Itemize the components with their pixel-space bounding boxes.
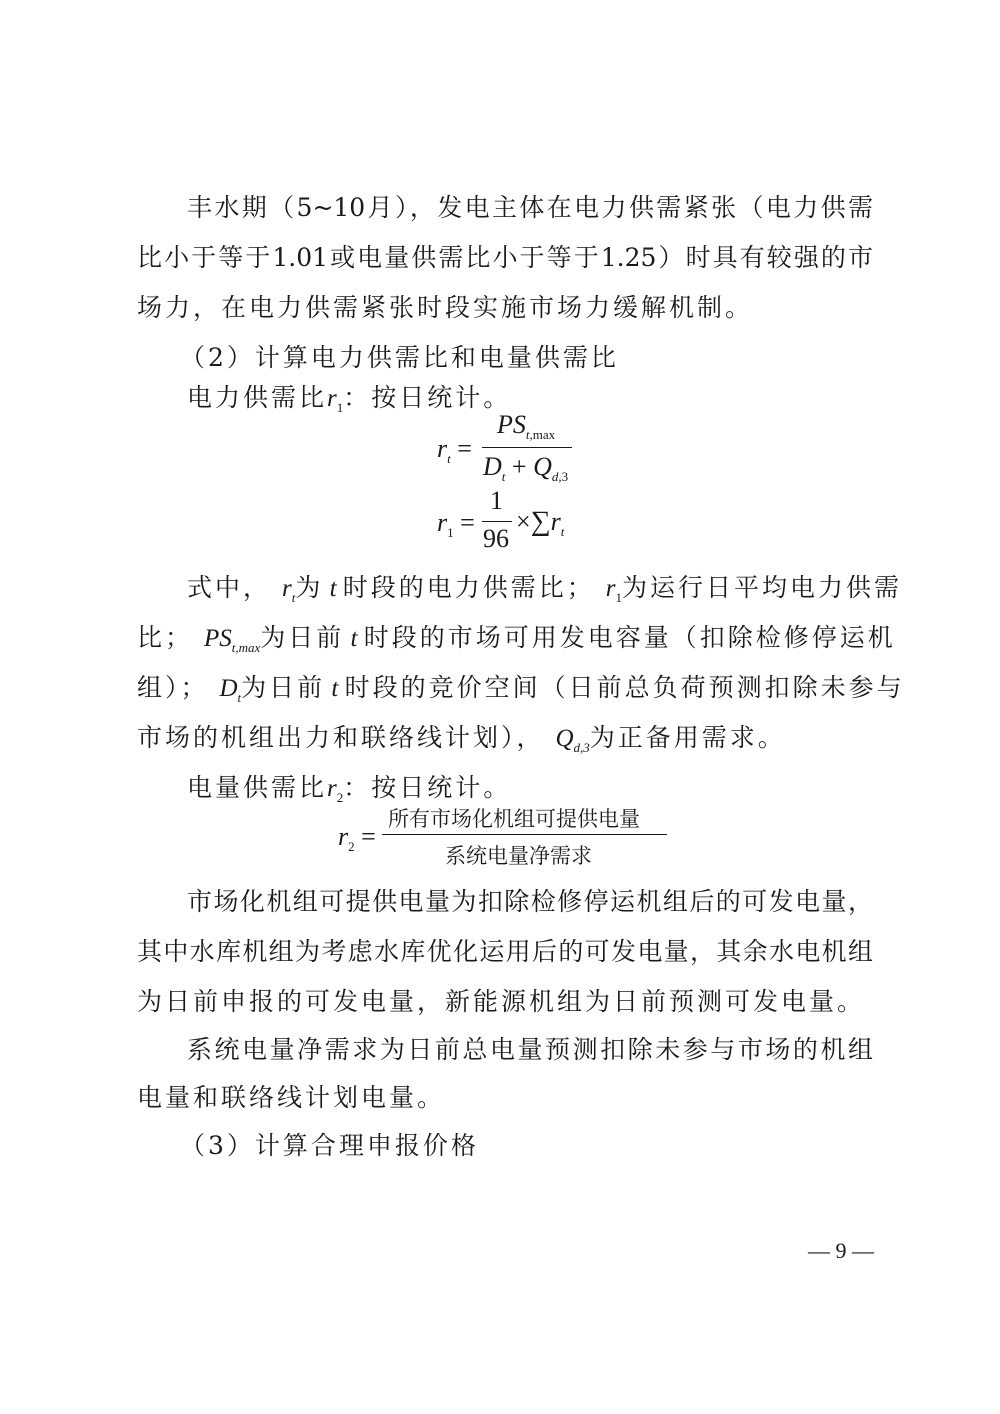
paragraph-line: 场力，在电力供需紧张时段实施市场力缓解机制。	[137, 293, 754, 322]
r1-definition-line: 电力供需比$r_1$：按日统计。	[187, 383, 512, 415]
paragraph-line: 系统电量净需求为日前总电量预测扣除未参与市场的机组	[187, 1035, 873, 1064]
paragraph-line: 组）； $D_t$为日前 t 时段的竞价空间（日前总负荷预测扣除未参与	[137, 673, 905, 705]
r2-definition-line: 电量供需比$r_2$：按日统计。	[187, 773, 512, 805]
paragraph-line: 市场化机组可提供电量为扣除检修停运机组后的可发电量，	[187, 887, 873, 916]
paragraph-line: 其中水库机组为考虑水库优化运用后的可发电量，其余水电机组	[137, 937, 873, 966]
paragraph-line: 丰水期（5~10月），发电主体在电力供需紧张（电力供需	[187, 193, 873, 222]
paragraph-line: 电量和联络线计划电量。	[137, 1083, 446, 1112]
paragraph-line: 比小于等于1.01或电量供需比小于等于1.25）时具有较强的市	[137, 243, 873, 272]
section-heading: （3）计算合理申报价格	[180, 1131, 479, 1160]
page-number: — 9 —	[808, 1238, 874, 1263]
paragraph-line: 为日前申报的可发电量，新能源机组为日前预测可发电量。	[137, 987, 866, 1016]
paragraph-line: 式中， $r_t$为 t 时段的电力供需比； $r_1$为运行日平均电力供需	[187, 573, 903, 605]
section-heading: （2）计算电力供需比和电量供需比	[180, 343, 619, 372]
paragraph-line: 比； $PS_{t,max}$为日前 t 时段的市场可用发电容量（扣除检修停运机	[137, 623, 896, 655]
paragraph-line: 市场的机组出力和联络线计划）， $Q_{d,3}$为正备用需求。	[137, 723, 786, 755]
